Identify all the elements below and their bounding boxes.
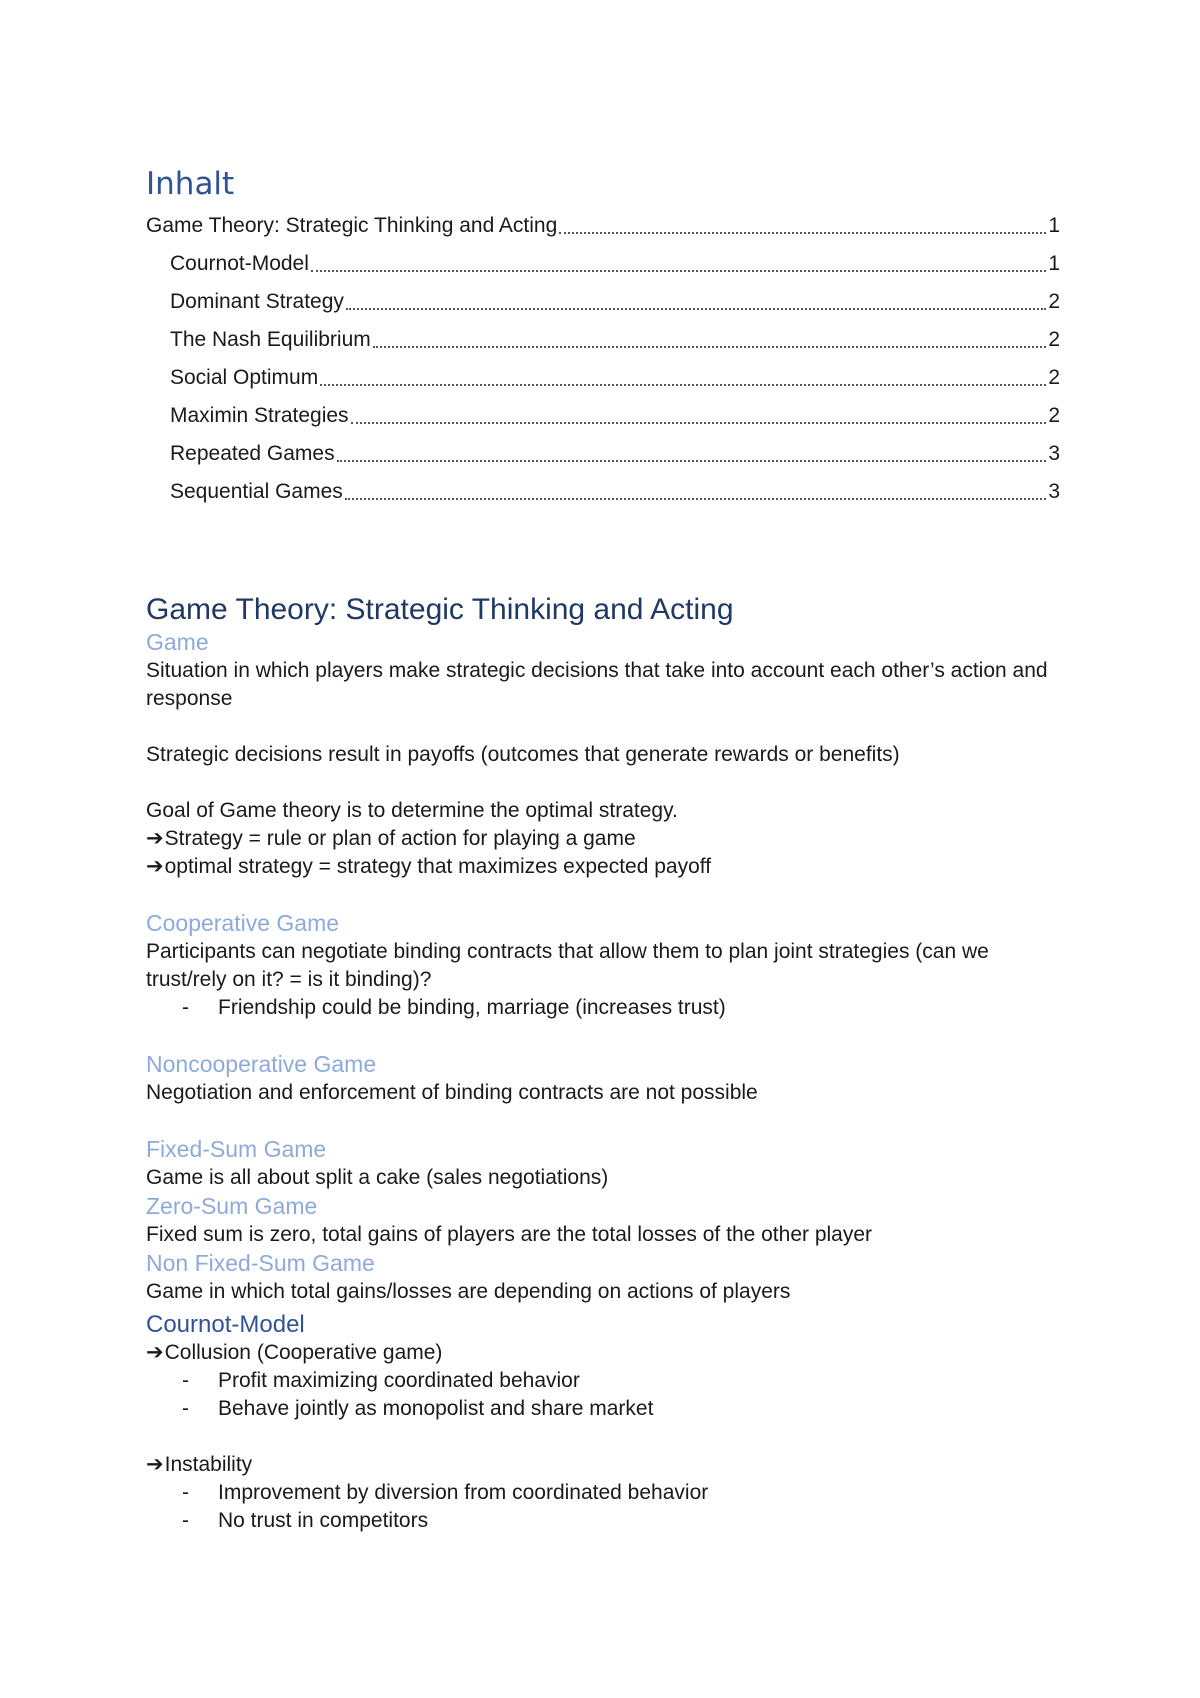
arrow-item: ➔Strategy = rule or plan of action for playing a game (146, 827, 636, 850)
toc-entry-page: 2 (1048, 328, 1060, 352)
toc-entry-label: Game Theory: Strategic Thinking and Acting (146, 214, 558, 238)
section-heading-zero-sum-game: Zero-Sum Game (146, 1193, 318, 1219)
table-of-contents (146, 207, 1060, 511)
bullet-item: - Friendship could be binding, marriage (increases trust) (182, 996, 726, 1019)
toc-leader-dots (351, 422, 1047, 424)
toc-entry-label: Dominant Strategy (170, 290, 344, 314)
bullet-item: - No trust in competitors (182, 1509, 429, 1532)
toc-entry-label: Social Optimum (170, 366, 319, 390)
toc-entry-label: The Nash Equilibrium (170, 328, 371, 352)
toc-entry-page: 2 (1048, 404, 1060, 428)
toc-leader-dots (337, 460, 1047, 462)
paragraph: Negotiation and enforcement of binding contracts are not possible (146, 1081, 758, 1104)
toc-leader-dots (345, 498, 1047, 500)
paragraph: Participants can negotiate binding contracts that allow them to plan joint strategies (can we trust/rely on it? = is it binding)? (146, 940, 989, 991)
toc-entry[interactable] (146, 435, 1060, 473)
section-heading-cournot-model: Cournot-Model (146, 1311, 305, 1338)
toc-entry[interactable] (146, 207, 1060, 245)
toc-entry[interactable] (146, 321, 1060, 359)
toc-entry-label: Sequential Games (170, 480, 343, 504)
toc-entry-page: 3 (1048, 442, 1060, 466)
paragraph: Strategic decisions result in payoffs (outcomes that generate rewards or benefits) (146, 743, 900, 766)
bullet-item: - Profit maximizing coordinated behavior (182, 1369, 580, 1392)
paragraph: Game is all about split a cake (sales negotiations) (146, 1166, 609, 1189)
toc-entry-page: 2 (1048, 366, 1060, 390)
toc-entry-page: 1 (1048, 252, 1060, 276)
toc-entry-page: 3 (1048, 480, 1060, 504)
document-body (146, 628, 1060, 1535)
bullet-item: - Behave jointly as monopolist and share market (182, 1397, 654, 1420)
bullet-item: - Improvement by diversion from coordinated behavior (182, 1481, 709, 1504)
toc-entry[interactable] (146, 359, 1060, 397)
paragraph: Situation in which players make strategic decisions that take into account each other’s action and response (146, 659, 1048, 710)
toc-leader-dots (373, 346, 1047, 348)
section-heading-fixed-sum-game: Fixed-Sum Game (146, 1136, 327, 1162)
arrow-icon: ➔ (146, 1453, 164, 1476)
toc-leader-dots (311, 270, 1046, 272)
toc-heading: Inhalt (146, 166, 235, 202)
toc-leader-dots (559, 232, 1046, 234)
section-heading-cooperative-game: Cooperative Game (146, 910, 340, 936)
arrow-icon: ➔ (146, 1341, 164, 1364)
section-heading-noncooperative-game: Noncooperative Game (146, 1051, 377, 1077)
arrow-item: ➔optimal strategy = strategy that maximizes expected payoff (146, 855, 712, 878)
section-heading-game: Game (146, 629, 209, 655)
toc-entry-label: Maximin Strategies (170, 404, 349, 428)
toc-entry-label: Cournot-Model (170, 252, 309, 276)
toc-entry[interactable] (146, 283, 1060, 321)
document-page (146, 166, 1060, 1532)
toc-leader-dots (320, 384, 1046, 386)
toc-entry-page: 2 (1048, 290, 1060, 314)
toc-entry-page: 1 (1048, 214, 1060, 238)
document-title: Game Theory: Strategic Thinking and Acting (146, 593, 734, 626)
paragraph: Goal of Game theory is to determine the optimal strategy. (146, 799, 678, 822)
arrow-icon: ➔ (146, 827, 164, 850)
toc-entry-label: Repeated Games (170, 442, 335, 466)
arrow-item: ➔Collusion (Cooperative game) (146, 1341, 443, 1364)
paragraph: Fixed sum is zero, total gains of players are the total losses of the other player (146, 1223, 873, 1246)
toc-leader-dots (346, 308, 1046, 310)
section-heading-non-fixed-sum-game: Non Fixed-Sum Game (146, 1250, 375, 1276)
arrow-icon: ➔ (146, 855, 164, 878)
toc-entry[interactable] (146, 473, 1060, 511)
toc-entry[interactable] (146, 397, 1060, 435)
paragraph: Game in which total gains/losses are depending on actions of players (146, 1280, 791, 1303)
toc-entry[interactable] (146, 245, 1060, 283)
arrow-item: ➔Instability (146, 1453, 253, 1476)
